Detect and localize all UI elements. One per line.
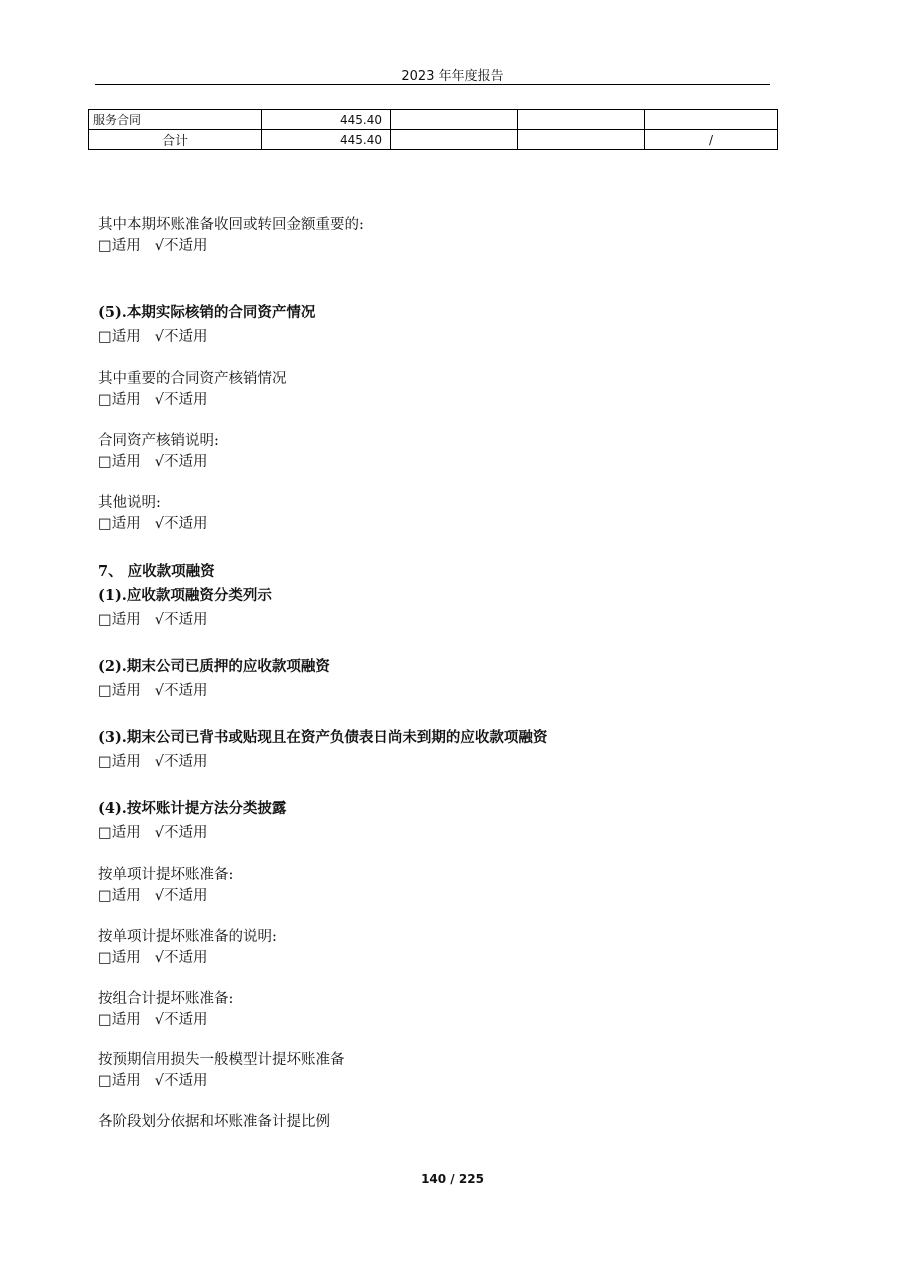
checked-option: √不适用: [154, 825, 208, 841]
unchecked-option: □适用: [98, 825, 141, 841]
expected-loss-label: 按预期信用损失一般模型计提坏账准备: [98, 1052, 345, 1068]
applicability-options: [98, 886, 233, 907]
writeoff-desc-label: 合同资产核销说明:: [98, 433, 219, 449]
single-item-desc-label: 按单项计提坏账准备的说明:: [98, 929, 277, 945]
contract-asset-table: [88, 109, 778, 150]
unchecked-option: □适用: [98, 1073, 141, 1089]
section-7-4-title: (4).按坏账计提方法分类披露: [98, 800, 287, 817]
checked-option: √不适用: [154, 950, 208, 966]
table-cell-label: 合计: [89, 130, 262, 150]
unchecked-option: □适用: [98, 392, 141, 408]
unchecked-option: □适用: [98, 950, 141, 966]
table-cell-amount: 445.40: [262, 130, 391, 150]
checked-option: √不适用: [154, 392, 208, 408]
unchecked-option: □适用: [98, 454, 141, 470]
applicability-options: [98, 948, 277, 969]
unchecked-option: □适用: [98, 683, 141, 699]
applicability-options: [98, 681, 207, 702]
checked-option: √不适用: [154, 683, 208, 699]
unchecked-option: □适用: [98, 612, 141, 628]
table-cell-label: 服务合同: [89, 110, 262, 130]
portfolio-block: [98, 989, 233, 1031]
checked-option: √不适用: [154, 612, 208, 628]
single-item-desc-block: [98, 927, 277, 969]
single-item-label: 按单项计提坏账准备:: [98, 867, 234, 883]
checked-option: √不适用: [154, 1073, 208, 1089]
unchecked-option: □适用: [98, 238, 141, 254]
writeoff-desc-block: [98, 431, 219, 473]
table-cell: [518, 110, 645, 130]
table-cell-amount: 445.40: [262, 110, 391, 130]
expected-loss-block: [98, 1050, 345, 1092]
applicability-options: [98, 752, 207, 773]
section-7-1-title: (1).应收款项融资分类列示: [98, 587, 272, 604]
table-cell: [391, 110, 518, 130]
unchecked-option: □适用: [98, 754, 141, 770]
important-writeoff-block: [98, 369, 287, 411]
checked-option: √不适用: [154, 754, 208, 770]
important-writeoff-label: 其中重要的合同资产核销情况: [98, 371, 287, 387]
single-item-block: [98, 865, 233, 907]
portfolio-label: 按组合计提坏账准备:: [98, 991, 234, 1007]
applicability-options: [98, 327, 207, 348]
applicability-options: [98, 1071, 345, 1092]
checked-option: √不适用: [154, 516, 208, 532]
section-5-title: (5).本期实际核销的合同资产情况: [98, 304, 316, 321]
applicability-options: [98, 514, 207, 535]
recovery-block: [98, 215, 364, 257]
applicability-options: [98, 390, 287, 411]
section-7-3-title: (3).期末公司已背书或贴现且在资产负债表日尚未到期的应收款项融资: [98, 729, 548, 746]
other-desc-block: [98, 493, 207, 535]
checked-option: √不适用: [154, 238, 208, 254]
applicability-options: [98, 236, 364, 257]
unchecked-option: □适用: [98, 888, 141, 904]
recovery-label: 其中本期坏账准备收回或转回金额重要的:: [98, 217, 364, 233]
table-cell: /: [645, 130, 778, 150]
checked-option: √不适用: [154, 888, 208, 904]
section-7-title: 7、 应收款项融资: [98, 563, 215, 580]
checked-option: √不适用: [154, 329, 208, 345]
checked-option: √不适用: [154, 1012, 208, 1028]
checked-option: √不适用: [154, 454, 208, 470]
table-cell: [518, 130, 645, 150]
table-cell: [645, 110, 778, 130]
stage-basis-label: 各阶段划分依据和坏账准备计提比例: [98, 1114, 330, 1130]
applicability-options: [98, 1010, 233, 1031]
applicability-options: [98, 452, 219, 473]
unchecked-option: □适用: [98, 1012, 141, 1028]
header-divider: [95, 84, 770, 85]
section-7-2-title: (2).期末公司已质押的应收款项融资: [98, 658, 330, 675]
applicability-options: [98, 823, 207, 844]
applicability-options: [98, 610, 207, 631]
unchecked-option: □适用: [98, 329, 141, 345]
other-desc-label: 其他说明:: [98, 495, 161, 511]
report-header-title: 2023 年年度报告: [401, 69, 504, 84]
table-cell: [391, 130, 518, 150]
table-row: [89, 110, 778, 130]
table-row: [89, 130, 778, 150]
page-number: 140 / 225: [421, 1172, 484, 1186]
unchecked-option: □适用: [98, 516, 141, 532]
